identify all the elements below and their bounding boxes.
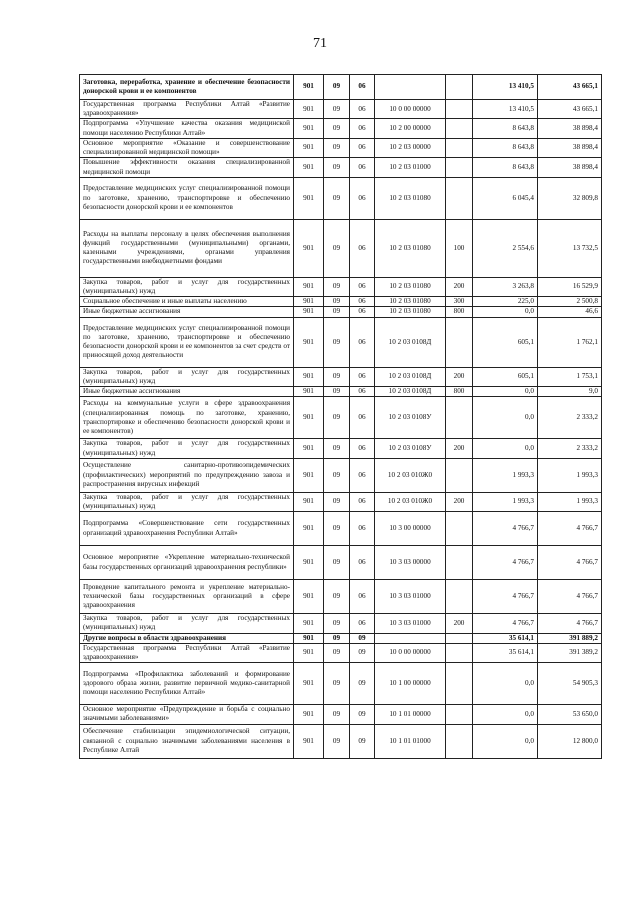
expense-type: 200 bbox=[446, 439, 473, 458]
table-row bbox=[80, 297, 602, 307]
expense-type bbox=[446, 158, 473, 177]
expense-type bbox=[446, 705, 473, 724]
expense-type bbox=[446, 317, 473, 367]
amount-second: 391 889,2 bbox=[538, 633, 602, 643]
ministry-code: 901 bbox=[294, 138, 324, 157]
amount-second: 13 732,5 bbox=[538, 219, 602, 277]
amount-second: 4 766,7 bbox=[538, 546, 602, 580]
expense-type: 100 bbox=[446, 219, 473, 277]
amount-second: 4 766,7 bbox=[538, 580, 602, 614]
subsection-code: 06 bbox=[350, 158, 375, 177]
subsection-code: 06 bbox=[350, 387, 375, 397]
expense-type: 300 bbox=[446, 297, 473, 307]
ministry-code: 901 bbox=[294, 458, 324, 492]
target-article: 10 2 03 010Ж0 bbox=[375, 492, 446, 511]
section-code: 09 bbox=[324, 297, 350, 307]
amount-second: 2 333,2 bbox=[538, 439, 602, 458]
section-code: 09 bbox=[324, 277, 350, 296]
row-name: Закупка товаров, работ и услуг для государственных (муниципальных) нужд bbox=[80, 439, 294, 458]
row-name: Государственная программа Республики Алтай «Развитие здравоохранения» bbox=[80, 100, 294, 119]
amount-second: 16 529,9 bbox=[538, 277, 602, 296]
table-row bbox=[80, 317, 602, 367]
amount-second: 43 665,1 bbox=[538, 100, 602, 119]
ministry-code: 901 bbox=[294, 663, 324, 705]
expense-type bbox=[446, 397, 473, 439]
target-article: 10 2 03 0108Д bbox=[375, 317, 446, 367]
section-code: 09 bbox=[324, 307, 350, 317]
table-row bbox=[80, 633, 602, 643]
amount-first: 8 643,8 bbox=[473, 158, 538, 177]
target-article: 10 2 03 01080 bbox=[375, 219, 446, 277]
target-article: 10 1 01 01000 bbox=[375, 724, 446, 758]
row-name: Предоставление медицинских услуг специализированной помощи по заготовке, хранению, транспортировке и обеспечению безопасности донорской крови и ее компонентов за счет средств от приносящей доход деятельности bbox=[80, 317, 294, 367]
table-row bbox=[80, 177, 602, 219]
section-code: 09 bbox=[324, 705, 350, 724]
subsection-code: 06 bbox=[350, 397, 375, 439]
table-row bbox=[80, 492, 602, 511]
amount-first: 0,0 bbox=[473, 439, 538, 458]
amount-first: 0,0 bbox=[473, 307, 538, 317]
ministry-code: 901 bbox=[294, 633, 324, 643]
target-article bbox=[375, 75, 446, 100]
section-code: 09 bbox=[324, 546, 350, 580]
expense-type bbox=[446, 458, 473, 492]
subsection-code: 06 bbox=[350, 307, 375, 317]
amount-first: 1 993,3 bbox=[473, 492, 538, 511]
amount-second: 1 993,3 bbox=[538, 458, 602, 492]
table-row bbox=[80, 387, 602, 397]
ministry-code: 901 bbox=[294, 177, 324, 219]
subsection-code: 06 bbox=[350, 119, 375, 138]
budget-table bbox=[79, 74, 602, 759]
amount-second: 38 898,4 bbox=[538, 138, 602, 157]
row-name: Закупка товаров, работ и услуг для государственных (муниципальных) нужд bbox=[80, 614, 294, 633]
table-row bbox=[80, 512, 602, 546]
row-name: Основное мероприятие «Оказание и совершенствование специализированной медицинской помощи» bbox=[80, 138, 294, 157]
amount-second: 2 500,8 bbox=[538, 297, 602, 307]
subsection-code: 06 bbox=[350, 297, 375, 307]
expense-type: 800 bbox=[446, 307, 473, 317]
subsection-code: 09 bbox=[350, 705, 375, 724]
section-code: 09 bbox=[324, 158, 350, 177]
amount-first: 4 766,7 bbox=[473, 512, 538, 546]
amount-first: 0,0 bbox=[473, 387, 538, 397]
target-article: 10 3 00 00000 bbox=[375, 512, 446, 546]
target-article: 10 2 03 0108У bbox=[375, 439, 446, 458]
amount-first: 13 410,5 bbox=[473, 75, 538, 100]
section-code: 09 bbox=[324, 614, 350, 633]
ministry-code: 901 bbox=[294, 512, 324, 546]
target-article: 10 3 03 01000 bbox=[375, 580, 446, 614]
row-name: Иные бюджетные ассигнования bbox=[80, 387, 294, 397]
amount-second: 12 800,0 bbox=[538, 724, 602, 758]
row-name: Обеспечение стабилизации эпидемиологической ситуации, связанной с социально значимыми заболеваниями населения в Республике Алтай bbox=[80, 724, 294, 758]
target-article: 10 2 03 01080 bbox=[375, 297, 446, 307]
amount-second: 1 993,3 bbox=[538, 492, 602, 511]
expense-type bbox=[446, 724, 473, 758]
target-article bbox=[375, 633, 446, 643]
target-article: 10 2 03 0108Д bbox=[375, 387, 446, 397]
ministry-code: 901 bbox=[294, 158, 324, 177]
amount-second: 32 809,8 bbox=[538, 177, 602, 219]
table-row bbox=[80, 277, 602, 296]
row-name: Другие вопросы в области здравоохранения bbox=[80, 633, 294, 643]
row-name: Иные бюджетные ассигнования bbox=[80, 307, 294, 317]
section-code: 09 bbox=[324, 439, 350, 458]
amount-second: 2 333,2 bbox=[538, 397, 602, 439]
subsection-code: 06 bbox=[350, 458, 375, 492]
subsection-code: 06 bbox=[350, 367, 375, 386]
amount-first: 0,0 bbox=[473, 724, 538, 758]
target-article: 10 1 01 00000 bbox=[375, 705, 446, 724]
table-row bbox=[80, 397, 602, 439]
subsection-code: 09 bbox=[350, 724, 375, 758]
table-row bbox=[80, 75, 602, 100]
ministry-code: 901 bbox=[294, 367, 324, 386]
ministry-code: 901 bbox=[294, 614, 324, 633]
expense-type: 200 bbox=[446, 492, 473, 511]
amount-second: 1 762,1 bbox=[538, 317, 602, 367]
amount-first: 8 643,8 bbox=[473, 138, 538, 157]
table-row bbox=[80, 367, 602, 386]
target-article: 10 2 03 010Ж0 bbox=[375, 458, 446, 492]
section-code: 09 bbox=[324, 397, 350, 439]
row-name: Закупка товаров, работ и услуг для государственных (муниципальных) нужд bbox=[80, 277, 294, 296]
row-name: Проведение капитального ремонта и укрепление материально-технической базы государственных организаций в сфере здравоохранения bbox=[80, 580, 294, 614]
amount-second: 43 665,1 bbox=[538, 75, 602, 100]
row-name: Повышение эффективности оказания специализированной медицинской помощи bbox=[80, 158, 294, 177]
section-code: 09 bbox=[324, 387, 350, 397]
target-article: 10 3 03 01000 bbox=[375, 614, 446, 633]
ministry-code: 901 bbox=[294, 297, 324, 307]
amount-second: 391 389,2 bbox=[538, 643, 602, 662]
row-name: Государственная программа Республики Алтай «Развитие здравоохранения» bbox=[80, 643, 294, 662]
row-name: Основное мероприятие «Предупреждение и борьба с социально значимыми заболеваниями» bbox=[80, 705, 294, 724]
subsection-code: 06 bbox=[350, 439, 375, 458]
page-number: 71 bbox=[313, 36, 327, 51]
section-code: 09 bbox=[324, 580, 350, 614]
target-article: 10 2 03 01080 bbox=[375, 277, 446, 296]
table-row bbox=[80, 119, 602, 138]
amount-first: 4 766,7 bbox=[473, 614, 538, 633]
ministry-code: 901 bbox=[294, 119, 324, 138]
amount-first: 13 410,5 bbox=[473, 100, 538, 119]
amount-second: 4 766,7 bbox=[538, 512, 602, 546]
amount-first: 605,1 bbox=[473, 367, 538, 386]
subsection-code: 06 bbox=[350, 219, 375, 277]
row-name: Основное мероприятие «Укрепление материально-технической базы государственных организаций здравоохранения республики» bbox=[80, 546, 294, 580]
subsection-code: 09 bbox=[350, 633, 375, 643]
subsection-code: 06 bbox=[350, 138, 375, 157]
subsection-code: 09 bbox=[350, 663, 375, 705]
ministry-code: 901 bbox=[294, 546, 324, 580]
subsection-code: 06 bbox=[350, 614, 375, 633]
subsection-code: 06 bbox=[350, 512, 375, 546]
table-row bbox=[80, 307, 602, 317]
subsection-code: 06 bbox=[350, 546, 375, 580]
table-row bbox=[80, 439, 602, 458]
section-code: 09 bbox=[324, 100, 350, 119]
amount-second: 54 905,3 bbox=[538, 663, 602, 705]
section-code: 09 bbox=[324, 219, 350, 277]
expense-type bbox=[446, 580, 473, 614]
ministry-code: 901 bbox=[294, 492, 324, 511]
expense-type bbox=[446, 177, 473, 219]
amount-second: 4 766,7 bbox=[538, 614, 602, 633]
section-code: 09 bbox=[324, 119, 350, 138]
target-article: 10 2 00 00000 bbox=[375, 119, 446, 138]
ministry-code: 901 bbox=[294, 75, 324, 100]
subsection-code: 06 bbox=[350, 492, 375, 511]
row-name: Закупка товаров, работ и услуг для государственных (муниципальных) нужд bbox=[80, 492, 294, 511]
section-code: 09 bbox=[324, 633, 350, 643]
ministry-code: 901 bbox=[294, 643, 324, 662]
expense-type: 200 bbox=[446, 277, 473, 296]
row-name: Заготовка, переработка, хранение и обеспечение безопасности донорской крови и ее компонентов bbox=[80, 75, 294, 100]
section-code: 09 bbox=[324, 138, 350, 157]
table-row bbox=[80, 458, 602, 492]
section-code: 09 bbox=[324, 643, 350, 662]
expense-type bbox=[446, 633, 473, 643]
table-row bbox=[80, 643, 602, 662]
target-article: 10 2 03 01080 bbox=[375, 307, 446, 317]
amount-second: 46,6 bbox=[538, 307, 602, 317]
table-row bbox=[80, 580, 602, 614]
target-article: 10 2 03 01000 bbox=[375, 158, 446, 177]
subsection-code: 06 bbox=[350, 75, 375, 100]
row-name: Расходы на выплаты персоналу в целях обеспечения выполнения функций государственными (муниципальными) органами, казенными учреждениями, органами управления государственными внебюджетными фондами bbox=[80, 219, 294, 277]
target-article: 10 0 00 00000 bbox=[375, 643, 446, 662]
ministry-code: 901 bbox=[294, 307, 324, 317]
section-code: 09 bbox=[324, 663, 350, 705]
amount-first: 0,0 bbox=[473, 663, 538, 705]
target-article: 10 2 03 01080 bbox=[375, 177, 446, 219]
subsection-code: 09 bbox=[350, 643, 375, 662]
expense-type bbox=[446, 512, 473, 546]
amount-first: 4 766,7 bbox=[473, 546, 538, 580]
row-name: Закупка товаров, работ и услуг для государственных (муниципальных) нужд bbox=[80, 367, 294, 386]
row-name: Подпрограмма «Профилактика заболеваний и формирование здорового образа жизни, развитие первичной медико-санитарной помощи населению Республики Алтай» bbox=[80, 663, 294, 705]
expense-type bbox=[446, 100, 473, 119]
table-row bbox=[80, 546, 602, 580]
subsection-code: 06 bbox=[350, 317, 375, 367]
table-row bbox=[80, 158, 602, 177]
target-article: 10 1 00 00000 bbox=[375, 663, 446, 705]
table-row bbox=[80, 614, 602, 633]
row-name: Предоставление медицинских услуг специализированной помощи по заготовке, хранению, транспортировке и обеспечению безопасности донорской крови и ее компонентов bbox=[80, 177, 294, 219]
row-name: Расходы на коммунальные услуги в сфере здравоохранения (специализированная помощь по заготовке, хранению, транспортировке и обеспечению безопасности донорской крови и ее компонентов) bbox=[80, 397, 294, 439]
ministry-code: 901 bbox=[294, 317, 324, 367]
subsection-code: 06 bbox=[350, 277, 375, 296]
amount-first: 8 643,8 bbox=[473, 119, 538, 138]
row-name: Осуществление санитарно-противоэпидемических (профилактических) мероприятий по предупреждению завоза и распространения вирусных инфекций bbox=[80, 458, 294, 492]
table-row bbox=[80, 663, 602, 705]
amount-first: 1 993,3 bbox=[473, 458, 538, 492]
amount-first: 605,1 bbox=[473, 317, 538, 367]
expense-type bbox=[446, 643, 473, 662]
row-name: Социальное обеспечение и иные выплаты населению bbox=[80, 297, 294, 307]
ministry-code: 901 bbox=[294, 724, 324, 758]
section-code: 09 bbox=[324, 317, 350, 367]
amount-first: 35 614,1 bbox=[473, 643, 538, 662]
expense-type bbox=[446, 138, 473, 157]
row-name: Подпрограмма «Совершенствование сети государственных организаций здравоохранения Республики Алтай» bbox=[80, 512, 294, 546]
ministry-code: 901 bbox=[294, 100, 324, 119]
section-code: 09 bbox=[324, 458, 350, 492]
ministry-code: 901 bbox=[294, 387, 324, 397]
section-code: 09 bbox=[324, 75, 350, 100]
amount-second: 38 898,4 bbox=[538, 158, 602, 177]
table-row bbox=[80, 100, 602, 119]
amount-first: 3 263,8 bbox=[473, 277, 538, 296]
section-code: 09 bbox=[324, 367, 350, 386]
section-code: 09 bbox=[324, 512, 350, 546]
ministry-code: 901 bbox=[294, 705, 324, 724]
amount-first: 225,0 bbox=[473, 297, 538, 307]
expense-type: 800 bbox=[446, 387, 473, 397]
section-code: 09 bbox=[324, 177, 350, 219]
amount-first: 0,0 bbox=[473, 705, 538, 724]
table-row bbox=[80, 219, 602, 277]
ministry-code: 901 bbox=[294, 439, 324, 458]
expense-type bbox=[446, 663, 473, 705]
expense-type: 200 bbox=[446, 614, 473, 633]
target-article: 10 3 03 00000 bbox=[375, 546, 446, 580]
amount-first: 6 045,4 bbox=[473, 177, 538, 219]
target-article: 10 0 00 00000 bbox=[375, 100, 446, 119]
subsection-code: 06 bbox=[350, 177, 375, 219]
amount-first: 35 614,1 bbox=[473, 633, 538, 643]
amount-first: 2 554,6 bbox=[473, 219, 538, 277]
expense-type: 200 bbox=[446, 367, 473, 386]
ministry-code: 901 bbox=[294, 277, 324, 296]
section-code: 09 bbox=[324, 724, 350, 758]
ministry-code: 901 bbox=[294, 219, 324, 277]
subsection-code: 06 bbox=[350, 580, 375, 614]
section-code: 09 bbox=[324, 492, 350, 511]
row-name: Подпрограмма «Улучшение качества оказания медицинской помощи населению Республики Алтай» bbox=[80, 119, 294, 138]
amount-second: 38 898,4 bbox=[538, 119, 602, 138]
subsection-code: 06 bbox=[350, 100, 375, 119]
table-row bbox=[80, 724, 602, 758]
ministry-code: 901 bbox=[294, 580, 324, 614]
expense-type bbox=[446, 119, 473, 138]
target-article: 10 2 03 00000 bbox=[375, 138, 446, 157]
amount-second: 9,0 bbox=[538, 387, 602, 397]
amount-first: 0,0 bbox=[473, 397, 538, 439]
table-row bbox=[80, 138, 602, 157]
table-row bbox=[80, 705, 602, 724]
expense-type bbox=[446, 75, 473, 100]
expense-type bbox=[446, 546, 473, 580]
amount-second: 53 650,0 bbox=[538, 705, 602, 724]
amount-second: 1 753,1 bbox=[538, 367, 602, 386]
ministry-code: 901 bbox=[294, 397, 324, 439]
amount-first: 4 766,7 bbox=[473, 580, 538, 614]
target-article: 10 2 03 0108У bbox=[375, 397, 446, 439]
target-article: 10 2 03 0108Д bbox=[375, 367, 446, 386]
